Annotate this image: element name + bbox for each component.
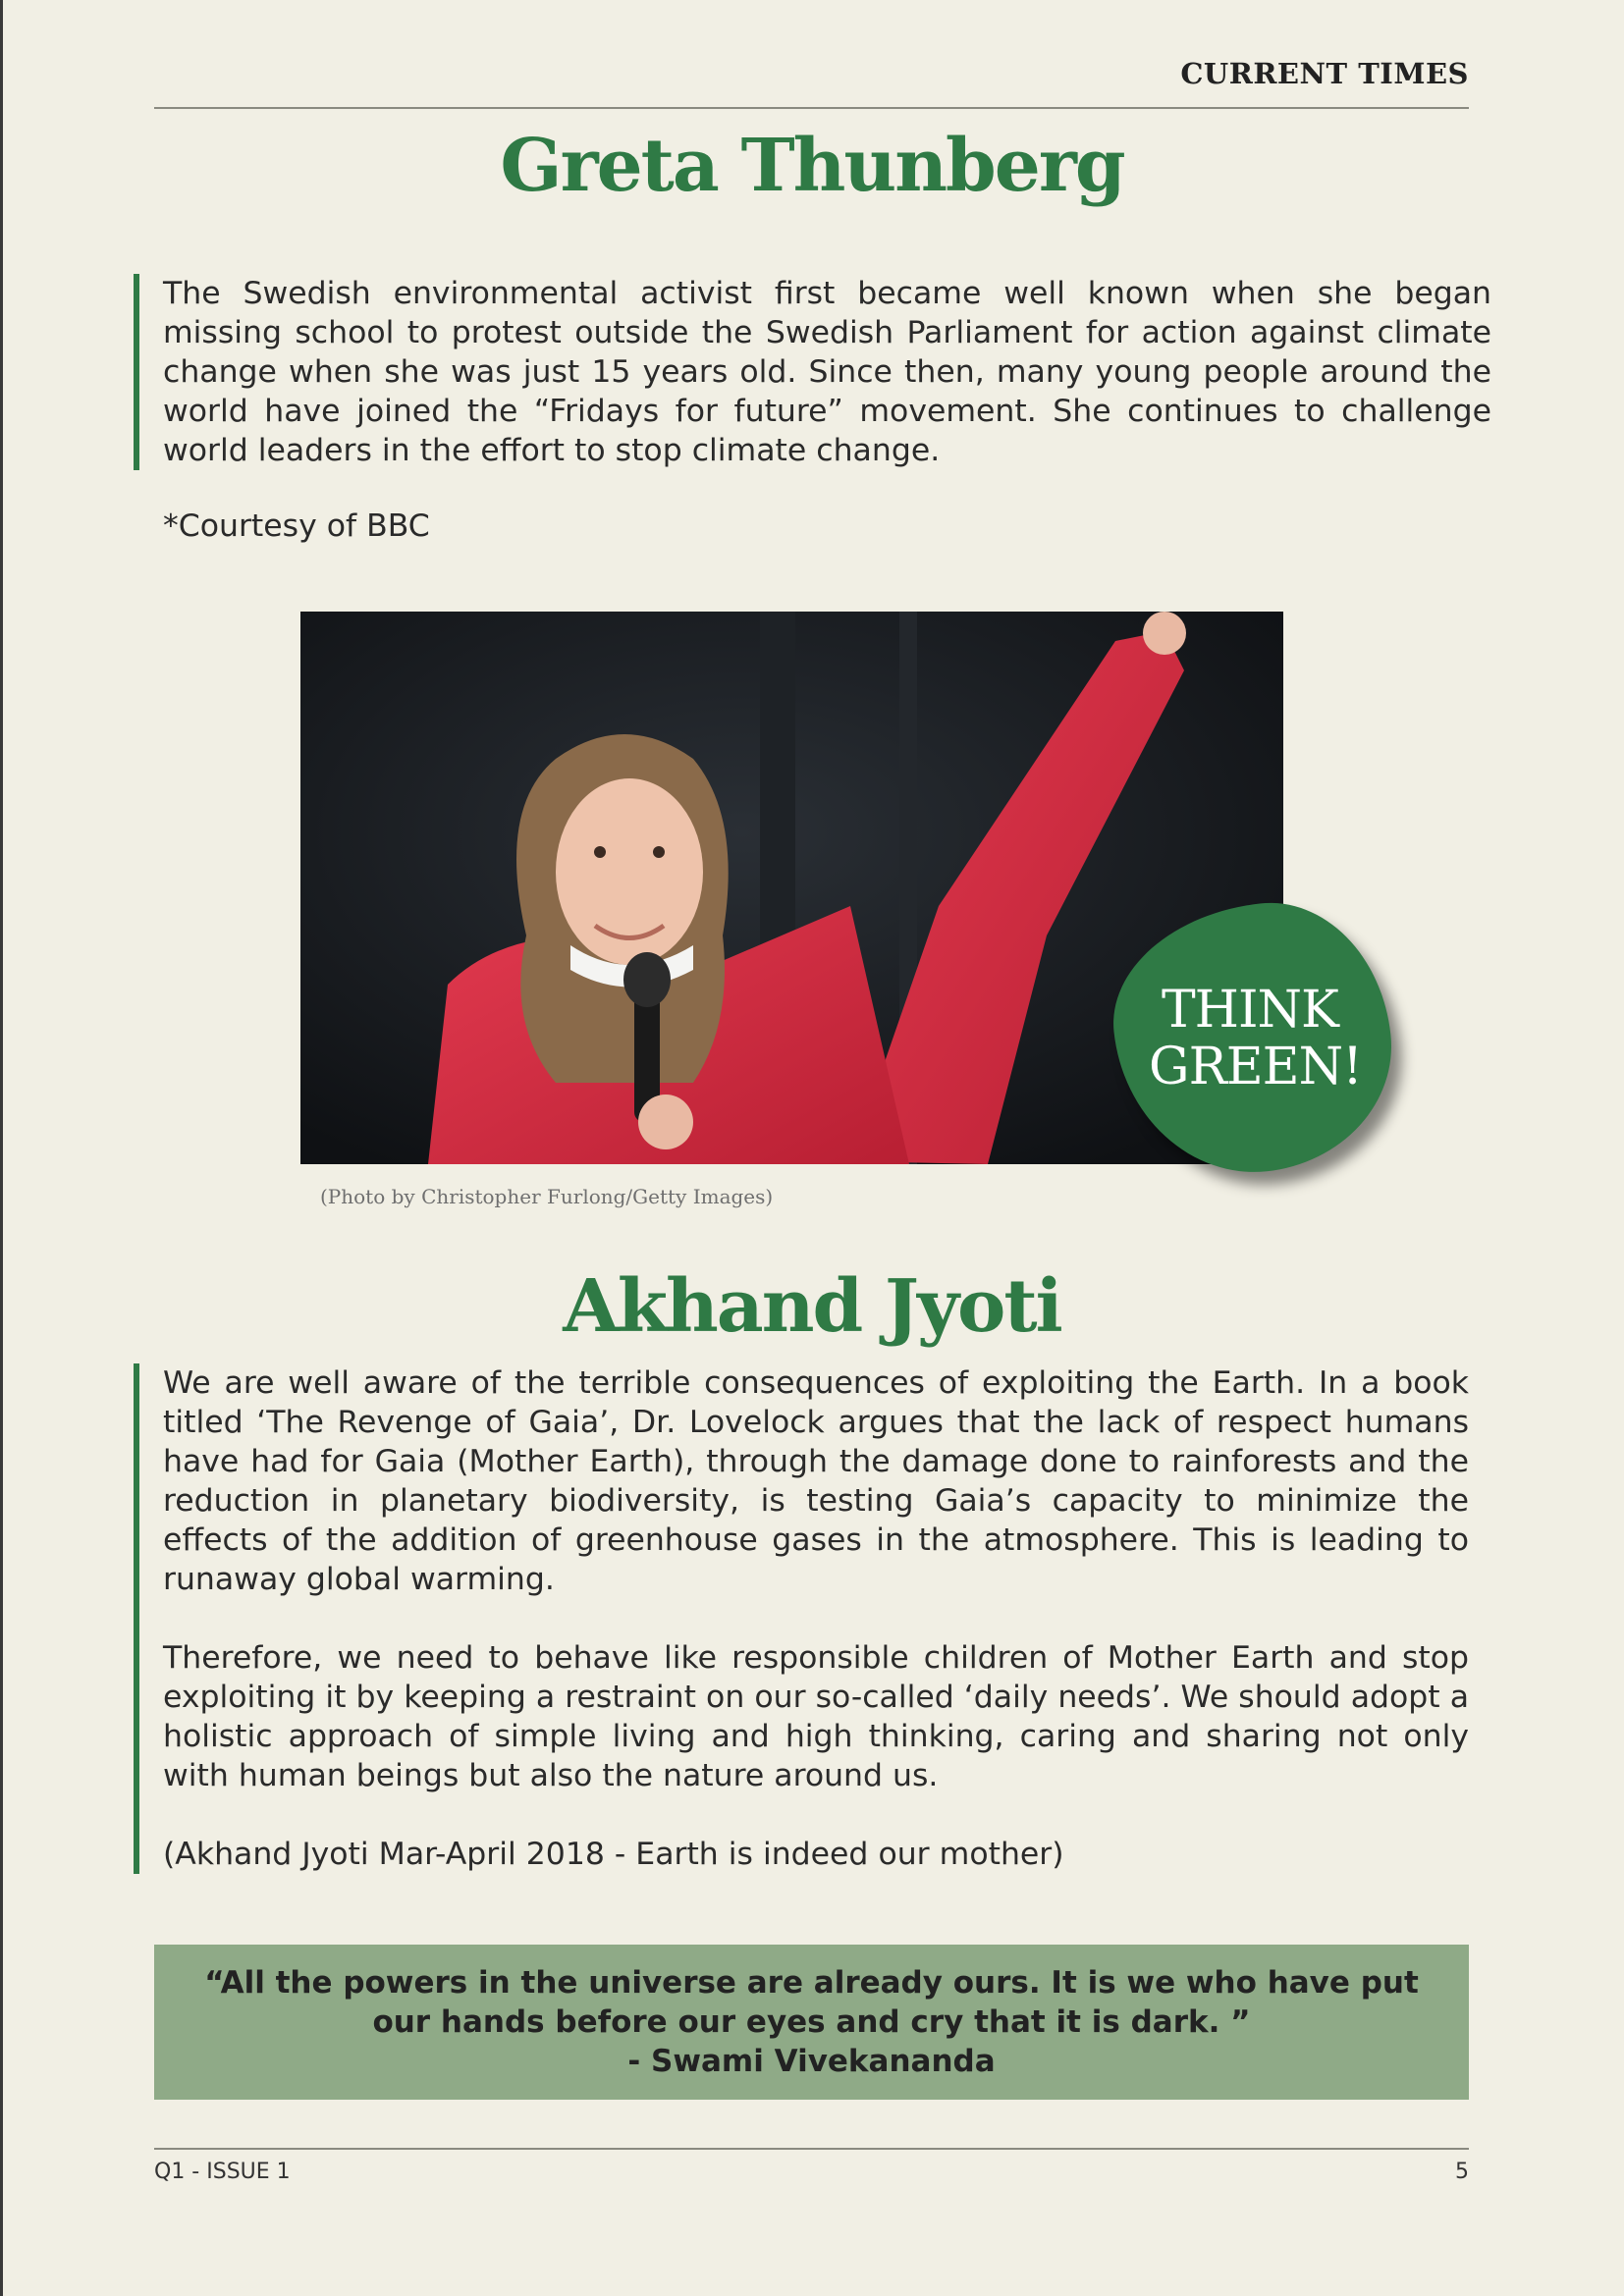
quote-author: - Swami Vivekananda	[627, 2044, 996, 2079]
akhand-source-note: (Akhand Jyoti Mar-April 2018 - Earth is indeed our mother)	[163, 1837, 1064, 1872]
page-edge	[0, 0, 3, 2296]
footer-divider	[154, 2148, 1469, 2150]
section-title-akhand: Akhand Jyoti	[563, 1264, 1061, 1349]
greta-paragraph: The Swedish environmental activist first became well known when she began missing school to protest outside the Swedish Parliament for action against climate change when she was just 15 years old. Since then, many young people around the world have joined the “Fridays for future” movement. She continues to challenge world leaders in the effort to stop climate change.	[163, 276, 1491, 468]
badge-line-2: GREEN!	[1149, 1037, 1363, 1096]
section-title-greta: Greta Thunberg	[500, 124, 1124, 208]
akhand-paragraph-1: We are well aware of the terrible consequences of exploiting the Earth. In a book titled ‘The Revenge of Gaia’, Dr. Lovelock argues that the lack of respect humans have had for Gaia (Mother Earth), through the damage done to rainforests and the reduction in planetary biodiversity, is testing Gaia’s capacity to minimize the effects of the addition of greenhouse gases in the atmosphere. This is leading to runaway global warming.	[163, 1365, 1469, 1597]
courtesy-note: *Courtesy of BBC	[163, 508, 430, 544]
quote-line-2: our hands before our eyes and cry that it is dark. ”	[372, 2004, 1251, 2040]
quote-line-1: “All the powers in the universe are already ours. It is we who have put	[204, 1965, 1419, 2001]
greta-text-block	[134, 274, 1491, 470]
badge-line-1: THINK	[1162, 981, 1338, 1041]
issue-label: Q1 - ISSUE 1	[154, 2160, 291, 2184]
akhand-text-block	[134, 1363, 1469, 1874]
akhand-paragraph-2: Therefore, we need to behave like responsible children of Mother Earth and stop exploiting it by keeping a restraint on our so-called ‘daily needs’. We should adopt a holistic approach of simple living and high thinking, caring and sharing not only with human beings but also the nature around us.	[163, 1640, 1469, 1793]
page-number: 5	[1455, 2160, 1469, 2184]
quote-box	[154, 1945, 1469, 2100]
photo-caption: (Photo by Christopher Furlong/Getty Images)	[320, 1185, 774, 1208]
publication-header: CURRENT TIMES	[1180, 57, 1469, 90]
header-divider	[154, 107, 1469, 109]
